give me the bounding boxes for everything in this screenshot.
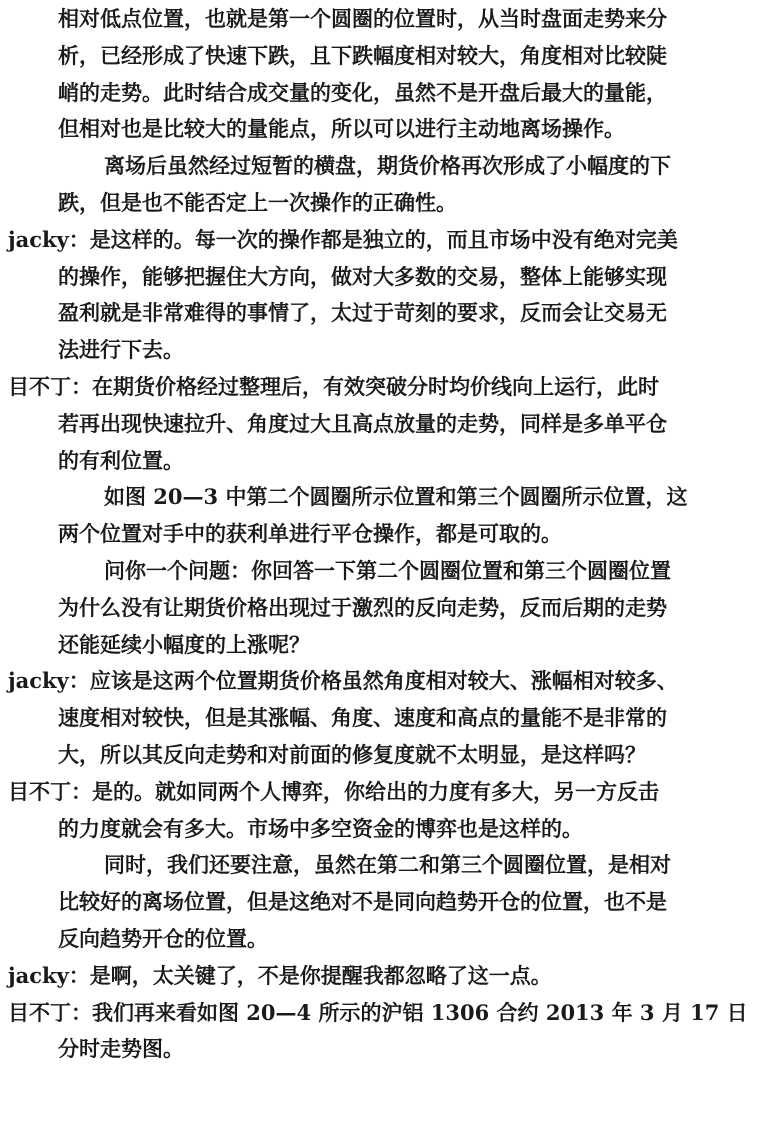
speaker-label: 目不丁： [8, 374, 92, 399]
text-line: 反向趋势开仓的位置。 [58, 926, 268, 951]
dialogue-line [8, 777, 659, 807]
dialogue-text: 是这样的。每一次的操作都是独立的，而且市场中没有绝对完美 [89, 226, 678, 252]
dialogue-text: 是的。就如同两个人博弈，你给出的力度有多大，另一方反击 [92, 778, 659, 804]
speaker-label: jacky： [8, 226, 90, 252]
dialogue-line [8, 961, 552, 991]
dialogue-line [8, 372, 659, 402]
dialogue-text: 在期货价格经过整理后，有效突破分时均价线向上运行，此时 [92, 374, 659, 399]
text-line: 两个位置对手中的获利单进行平仓操作，都是可取的。 [58, 521, 562, 547]
text-line: 比较好的离场位置，但是这绝对不是同向趋势开仓的位置，也不是 [58, 889, 667, 915]
text-line: 大，所以其反向走势和对前面的修复度就不太明显，是这样吗？ [58, 742, 646, 767]
speaker-label: 目不丁： [8, 999, 92, 1025]
text-line: 为什么没有让期货价格出现过于激烈的反向走势，反而后期的走势 [58, 594, 667, 620]
text-line: 离场后虽然经过短暂的横盘，期货价格再次形成了小幅度的下 [104, 153, 671, 179]
text-line: 分时走势图。 [58, 1036, 184, 1062]
text-line: 但相对也是比较大的量能点，所以可以进行主动地离场操作。 [58, 116, 625, 142]
text-line: 速度相对较快，但是其涨幅、角度、速度和高点的量能不是非常的 [58, 705, 667, 731]
text-line: 相对低点位置，也就是第一个圆圈的位置时，从当时盘面走势来分 [58, 6, 667, 31]
text-line: 还能延续小幅度的上涨呢？ [58, 631, 310, 657]
dialogue-line [8, 666, 678, 696]
speaker-label: jacky： [8, 668, 90, 694]
text-line: 若再出现快速拉升、角度过大且高点放量的走势，同样是多单平仓 [58, 410, 667, 436]
text-line: 的力度就会有多大。市场中多空资金的博弈也是这样的。 [58, 815, 583, 841]
text-line: 法进行下去。 [58, 337, 184, 363]
text-line: 峭的走势。此时结合成交量的变化，虽然不是开盘后最大的量能， [58, 79, 667, 105]
text-line: 如图 20—3 中第二个圆圈所示位置和第三个圆圈所示位置，这 [104, 484, 688, 510]
text-line: 盈利就是非常难得的事情了，太过于苛刻的要求，反而会让交易无 [58, 300, 667, 326]
dialogue-line [8, 225, 678, 255]
dialogue-text: 是啊，太关键了，不是你提醒我都忽略了这一点。 [89, 962, 552, 988]
text-line: 跌，但是也不能否定上一次操作的正确性。 [58, 190, 457, 215]
text-line: 析，已经形成了快速下跌，且下跌幅度相对较大，角度相对比较陡 [58, 42, 667, 68]
dialogue-text: 我们再来看如图 20—4 所示的沪铝 1306 合约 2013 年 3 月 17 日 [92, 999, 748, 1025]
text-line: 问你一个问题：你回答一下第二个圆圈位置和第三个圆圈位置 [104, 558, 671, 583]
dialogue-text: 应该是这两个位置期货价格虽然角度相对较大、涨幅相对较多、 [89, 668, 678, 694]
text-line: 的有利位置。 [58, 447, 184, 473]
speaker-label: jacky： [8, 962, 90, 988]
text-line: 的操作，能够把握住大方向，做对大多数的交易，整体上能够实现 [58, 263, 667, 289]
speaker-label: 目不丁： [8, 778, 92, 804]
text-line: 同时，我们还要注意，虽然在第二和第三个圆圈位置，是相对 [104, 852, 671, 878]
dialogue-line [8, 998, 748, 1028]
